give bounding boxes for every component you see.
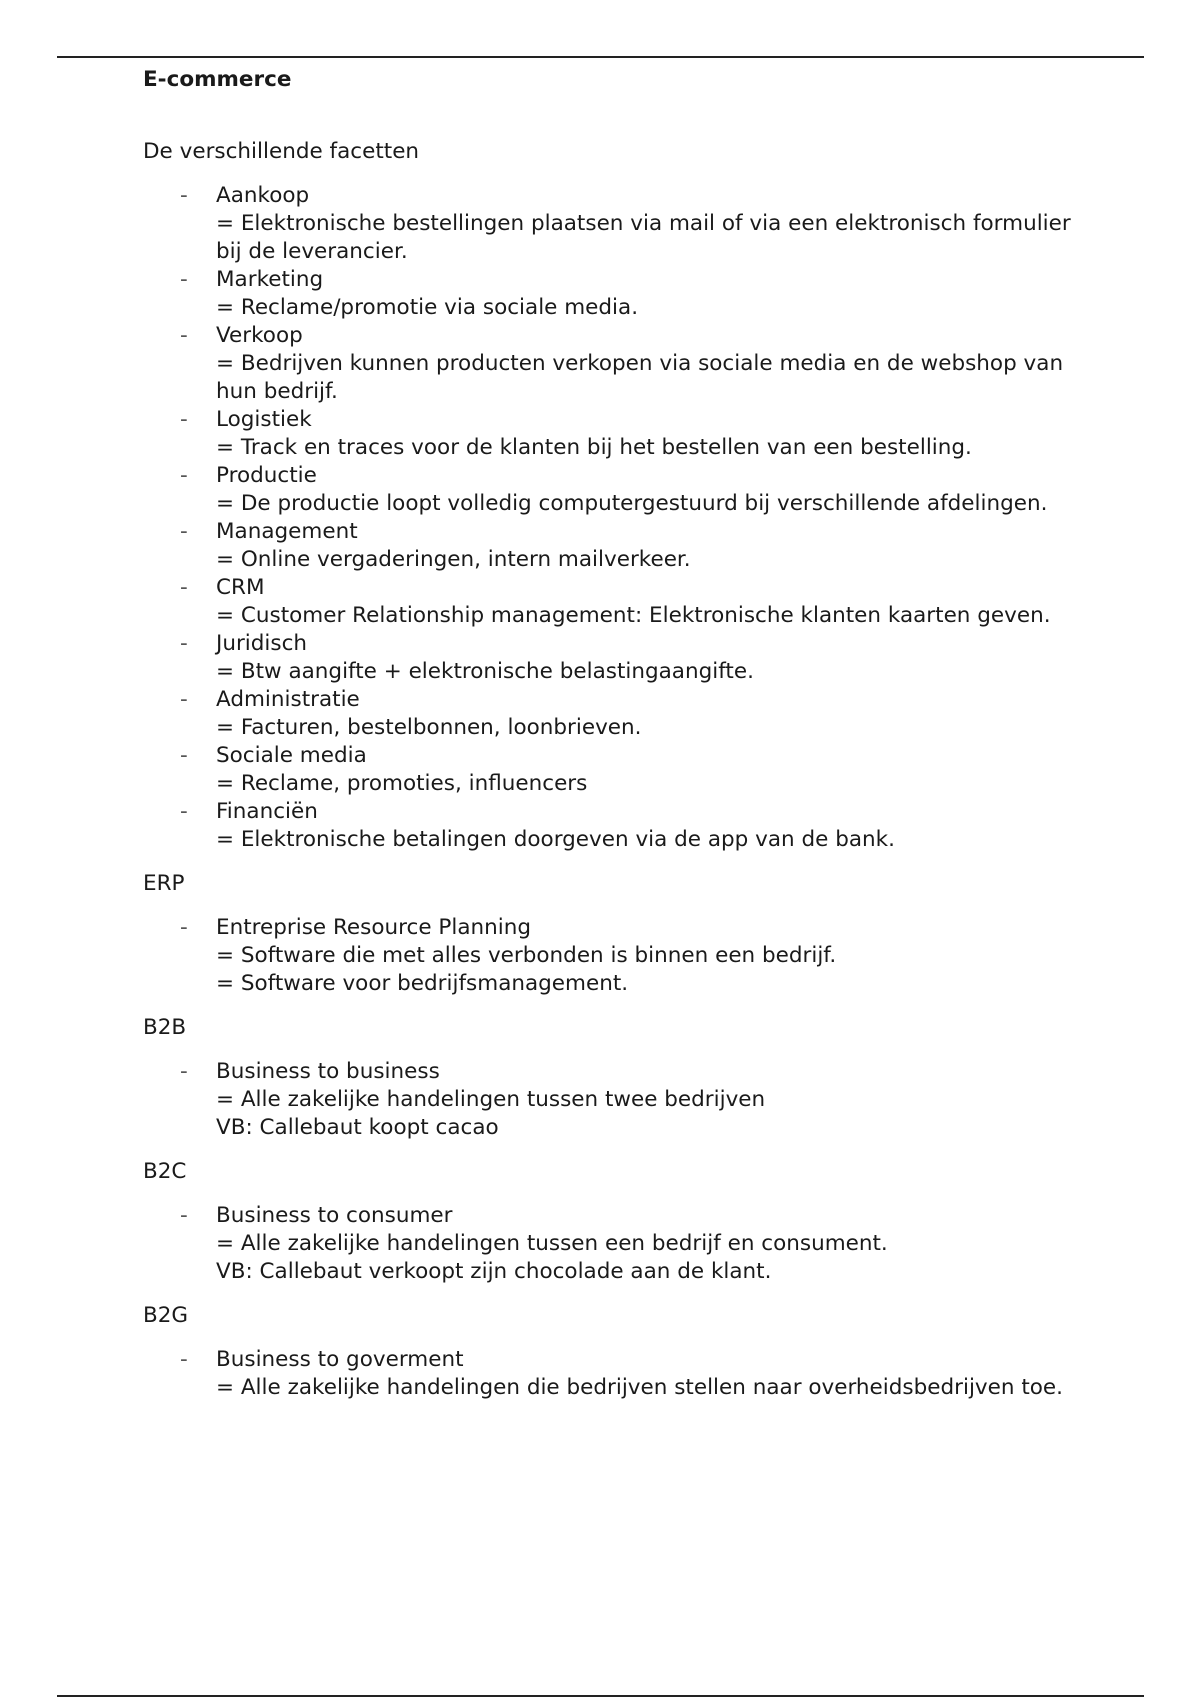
list-item bbox=[143, 798, 1073, 854]
footer-rule bbox=[57, 1695, 1144, 1697]
item-term: Business to consumer bbox=[216, 1203, 453, 1228]
list-item bbox=[143, 630, 1073, 686]
item-term: Productie bbox=[216, 463, 317, 488]
item-description: = Software die met alles verbonden is binnen een bedrijf. bbox=[216, 943, 837, 968]
dash-bullet: - bbox=[180, 267, 188, 292]
item-description: = Track en traces voor de klanten bij het bestellen van een bestelling. bbox=[216, 435, 972, 460]
sections-container bbox=[143, 138, 1073, 1402]
section bbox=[143, 1158, 1073, 1286]
list-item bbox=[143, 914, 1073, 998]
section-heading: B2B bbox=[143, 1015, 187, 1040]
item-description: = Elektronische betalingen doorgeven via de app van de bank. bbox=[216, 827, 895, 852]
page-title: E-commerce bbox=[143, 67, 292, 92]
list-item bbox=[143, 574, 1073, 630]
item-term: CRM bbox=[216, 575, 265, 600]
bullet-list bbox=[143, 182, 1073, 854]
list-item bbox=[143, 182, 1073, 266]
section-heading: B2G bbox=[143, 1303, 189, 1328]
dash-bullet: - bbox=[180, 1347, 188, 1372]
section bbox=[143, 138, 1073, 854]
dash-bullet: - bbox=[180, 631, 188, 656]
item-description: = Alle zakelijke handelingen tussen een bedrijf en consument. bbox=[216, 1231, 888, 1256]
item-description: = Alle zakelijke handelingen tussen twee bedrijven bbox=[216, 1087, 766, 1112]
item-term: Logistiek bbox=[216, 407, 312, 432]
dash-bullet: - bbox=[180, 1203, 188, 1228]
item-term: Business to goverment bbox=[216, 1347, 464, 1372]
document-body bbox=[143, 66, 1073, 1418]
section bbox=[143, 870, 1073, 998]
item-term: Financiën bbox=[216, 799, 318, 824]
list-item bbox=[143, 742, 1073, 798]
item-description: = Elektronische bestellingen plaatsen via mail of via een elektronisch formulier bij de leverancier. bbox=[216, 211, 1071, 264]
item-term: Administratie bbox=[216, 687, 360, 712]
dash-bullet: - bbox=[180, 183, 188, 208]
dash-bullet: - bbox=[180, 575, 188, 600]
item-term: Sociale media bbox=[216, 743, 367, 768]
list-item bbox=[143, 462, 1073, 518]
item-description: VB: Callebaut verkoopt zijn chocolade aan de klant. bbox=[216, 1259, 772, 1284]
item-description: = Alle zakelijke handelingen die bedrijven stellen naar overheidsbedrijven toe. bbox=[216, 1375, 1063, 1400]
bullet-list bbox=[143, 1346, 1073, 1402]
list-item bbox=[143, 322, 1073, 406]
bullet-list bbox=[143, 1202, 1073, 1286]
bullet-list bbox=[143, 914, 1073, 998]
item-description: = Bedrijven kunnen producten verkopen via sociale media en de webshop van hun bedrijf. bbox=[216, 351, 1064, 404]
list-item bbox=[143, 1346, 1073, 1402]
list-item bbox=[143, 686, 1073, 742]
item-description: VB: Callebaut koopt cacao bbox=[216, 1115, 499, 1140]
item-description: = Reclame, promoties, influencers bbox=[216, 771, 588, 796]
section-heading: ERP bbox=[143, 871, 185, 896]
item-term: Entreprise Resource Planning bbox=[216, 915, 532, 940]
list-item bbox=[143, 266, 1073, 322]
list-item bbox=[143, 1058, 1073, 1142]
item-term: Marketing bbox=[216, 267, 324, 292]
dash-bullet: - bbox=[180, 687, 188, 712]
dash-bullet: - bbox=[180, 799, 188, 824]
item-term: Aankoop bbox=[216, 183, 310, 208]
item-description: = Online vergaderingen, intern mailverkeer. bbox=[216, 547, 691, 572]
section-heading: De verschillende facetten bbox=[143, 139, 420, 164]
item-description: = Btw aangifte + elektronische belastingaangifte. bbox=[216, 659, 754, 684]
item-description: = Reclame/promotie via sociale media. bbox=[216, 295, 639, 320]
item-description: = De productie loopt volledig computergestuurd bij verschillende afdelingen. bbox=[216, 491, 1048, 516]
dash-bullet: - bbox=[180, 743, 188, 768]
section bbox=[143, 1302, 1073, 1402]
dash-bullet: - bbox=[180, 1059, 188, 1084]
item-term: Management bbox=[216, 519, 358, 544]
dash-bullet: - bbox=[180, 407, 188, 432]
list-item bbox=[143, 1202, 1073, 1286]
dash-bullet: - bbox=[180, 323, 188, 348]
item-description: = Customer Relationship management: Elektronische klanten kaarten geven. bbox=[216, 603, 1051, 628]
dash-bullet: - bbox=[180, 915, 188, 940]
item-term: Juridisch bbox=[216, 631, 308, 656]
header-rule bbox=[57, 56, 1144, 58]
dash-bullet: - bbox=[180, 519, 188, 544]
item-description: = Facturen, bestelbonnen, loonbrieven. bbox=[216, 715, 642, 740]
item-term: Business to business bbox=[216, 1059, 440, 1084]
list-item bbox=[143, 518, 1073, 574]
item-description: = Software voor bedrijfsmanagement. bbox=[216, 971, 629, 996]
section-heading: B2C bbox=[143, 1159, 187, 1184]
item-term: Verkoop bbox=[216, 323, 303, 348]
bullet-list bbox=[143, 1058, 1073, 1142]
dash-bullet: - bbox=[180, 463, 188, 488]
section bbox=[143, 1014, 1073, 1142]
list-item bbox=[143, 406, 1073, 462]
